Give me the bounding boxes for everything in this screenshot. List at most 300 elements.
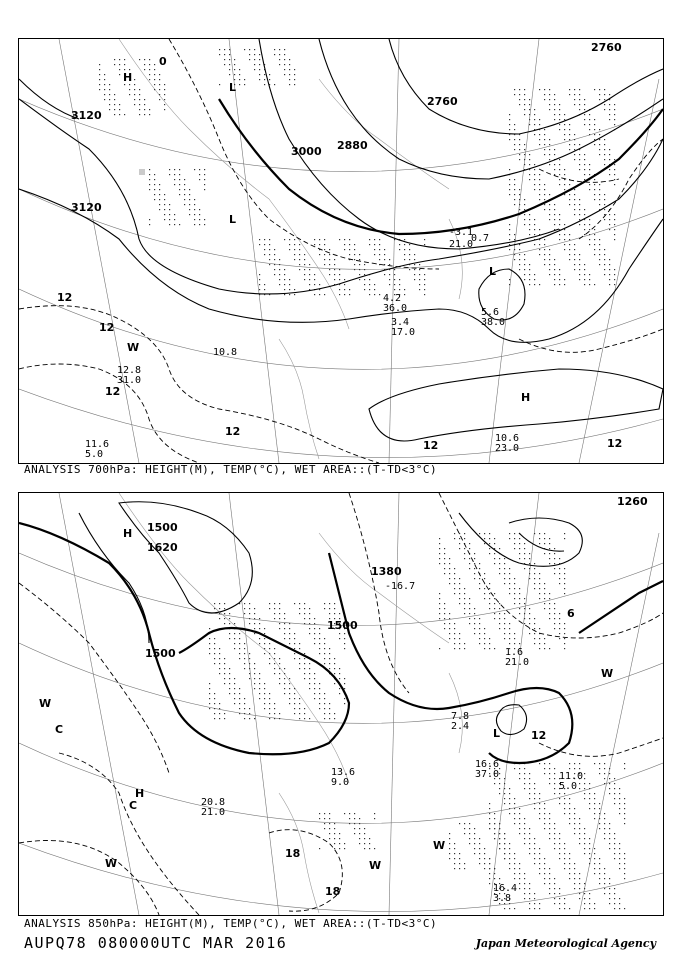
wet-area-dot [479,628,480,629]
wet-area-dot [449,573,450,574]
wet-area-dot [319,244,320,245]
wet-area-dot [544,593,545,594]
wet-area-dot [509,848,510,849]
wet-area-dot [324,608,325,609]
wet-area-dot [539,598,540,599]
station-value: -16.7 [385,581,416,592]
wet-area-dot [514,798,515,799]
wet-area-dot [299,663,300,664]
warm-center: W [39,697,52,710]
wet-area-dot [124,114,125,115]
wet-area-dot [564,249,565,250]
wet-area-dot [464,833,465,834]
wet-area-dot [544,583,545,584]
wet-area-dot [564,134,565,135]
wet-area-dot [519,259,520,260]
wet-area-dot [574,94,575,95]
wet-area-dot [544,608,545,609]
wet-area-dot [529,164,530,165]
wet-area-dot [604,99,605,100]
wet-area-dot [509,788,510,789]
wet-area-dot [214,698,215,699]
wet-area-dot [519,883,520,884]
wet-area-dot [264,643,265,644]
station-value: 11.6 [85,439,110,450]
wet-area-dot [319,703,320,704]
wet-area-dot [604,783,605,784]
wet-area-dot [549,618,550,619]
wet-area-dot [214,718,215,719]
wet-area-dot [304,623,305,624]
wet-area-dot [324,718,325,719]
wet-area-dot [579,279,580,280]
wet-area-dot [239,713,240,714]
wet-area-dot [444,608,445,609]
wet-area-dot [194,169,195,170]
wet-area-dot [209,708,210,709]
wet-area-dot [479,853,480,854]
wet-area-dot [584,169,585,170]
wet-area-dot [469,843,470,844]
wet-area-dot [254,683,255,684]
wet-area-dot [569,199,570,200]
wet-area-dot [259,688,260,689]
wet-area-dot [104,74,105,75]
wet-area-dot [264,688,265,689]
wet-area-dot [234,693,235,694]
wet-area-dot [284,49,285,50]
wet-area-dot [309,284,310,285]
wet-area-dot [239,648,240,649]
contour-label: 18 [285,847,301,860]
wet-area-dot [569,868,570,869]
wet-area-dot [474,828,475,829]
pressure-center-low: L [489,265,497,278]
wet-area-dot [244,603,245,604]
wet-area-dot [549,164,550,165]
wet-area-dot [509,593,510,594]
wet-area-dot [539,578,540,579]
wet-area-dot [199,224,200,225]
wet-area-dot [559,798,560,799]
wet-area-dot [484,648,485,649]
wet-area-dot [324,828,325,829]
wet-area-dot [359,818,360,819]
wet-area-dot [494,598,495,599]
wet-area-dot [454,538,455,539]
wet-area-dot [459,593,460,594]
wet-area-dot [389,279,390,280]
wet-area-dot [539,244,540,245]
wet-area-dot [264,79,265,80]
wet-area-dot [559,578,560,579]
wet-area-dot [519,558,520,559]
wet-area-dot [194,224,195,225]
wet-area-dot [149,169,150,170]
wet-area-dot [154,199,155,200]
wet-area-dot [299,254,300,255]
wet-area-dot [539,543,540,544]
wet-area-dot [604,154,605,155]
wet-area-dot [584,783,585,784]
wet-area-dot [554,563,555,564]
wet-area-dot [599,89,600,90]
wet-area-dot [534,863,535,864]
wet-area-dot [614,803,615,804]
wet-area-dot [509,129,510,130]
wet-area-dot [269,703,270,704]
wet-area-dot [404,249,405,250]
wet-area-dot [254,678,255,679]
wet-area-dot [604,149,605,150]
wet-area-dot [554,903,555,904]
wet-area-dot [514,823,515,824]
wet-area-dot [589,114,590,115]
wet-area-dot [559,219,560,220]
wet-area-dot [229,54,230,55]
wet-area-dot [534,623,535,624]
wet-area-dot [469,613,470,614]
wet-area-dot [504,788,505,789]
coastline-700 [119,39,462,459]
wet-area-dot [569,818,570,819]
wet-area-dot [154,184,155,185]
wet-area-dot [199,174,200,175]
contour-label: 12 [99,321,115,334]
wet-area-dot [464,648,465,649]
wet-area-dot [559,284,560,285]
wet-area-dot [284,623,285,624]
agency-credit: Japan Meteorological Agency [475,937,656,950]
wet-area-dot [584,284,585,285]
wet-area-dot [549,144,550,145]
wet-area-dot [469,623,470,624]
wet-area-dot [254,69,255,70]
wet-area-dot [339,274,340,275]
wet-area-dot [449,613,450,614]
wet-area-dot [334,683,335,684]
wet-area-dot [164,109,165,110]
wet-area-dot [104,84,105,85]
wet-area-dot [319,643,320,644]
wet-area-dot [604,274,605,275]
wet-area-dot [589,224,590,225]
wet-area-dot [419,289,420,290]
wet-area-dot [509,239,510,240]
wet-area-dot [234,648,235,649]
wet-area-dot [249,613,250,614]
wet-area-dot [224,608,225,609]
wet-area-dot [549,888,550,889]
wet-area-dot [224,618,225,619]
contour-label: 12 [225,425,241,438]
wet-area-dot [344,279,345,280]
wet-area-dot [529,903,530,904]
wet-area-dot [149,184,150,185]
wet-area-dot [534,638,535,639]
wet-area-dot [214,653,215,654]
wet-area-dot [574,254,575,255]
wet-area-dot [509,139,510,140]
contour-label: 0 [159,55,167,68]
wet-area-dot [274,703,275,704]
wet-area-dot [559,129,560,130]
wet-area-dot [274,653,275,654]
wet-area-dot [414,274,415,275]
wet-area-dot [359,823,360,824]
wet-area-dot [559,633,560,634]
wet-area-dot [279,274,280,275]
wet-area-dot [304,658,305,659]
wet-area-dot [344,843,345,844]
wet-area-dot [544,873,545,874]
wet-area-dot [499,783,500,784]
wet-area-dot [359,259,360,260]
wet-area-dot [519,813,520,814]
wet-area-dot [359,838,360,839]
wet-area-dot [529,608,530,609]
wet-area-dot [374,239,375,240]
wet-area-dot [559,803,560,804]
wet-area-dot [549,873,550,874]
wet-area-dot [584,224,585,225]
wet-area-dot [509,229,510,230]
wet-area-dot [609,843,610,844]
wet-area-dot [294,69,295,70]
wet-area-dot [489,548,490,549]
wet-area-dot [279,658,280,659]
wet-area-dot [239,79,240,80]
wet-area-dot [519,548,520,549]
wet-area-dot [549,613,550,614]
station-value: 7.8 [451,711,470,722]
wet-area-dot [554,783,555,784]
wet-area-dot [609,833,610,834]
wet-area-dot [379,254,380,255]
wet-area-dot [314,294,315,295]
wet-area-dot [549,194,550,195]
wet-area-dot [284,69,285,70]
wet-area-dot [579,873,580,874]
wet-area-dot [509,189,510,190]
wet-area-dot [259,79,260,80]
wet-area-dot [104,89,105,90]
wet-area-dot [554,164,555,165]
wet-area-dot [404,259,405,260]
wet-area-dot [239,703,240,704]
wet-area-dot [554,773,555,774]
wet-area-dot [579,843,580,844]
wet-area-dot [509,843,510,844]
wet-area-dot [559,119,560,120]
wet-area-dot [324,693,325,694]
wet-area-dot [599,873,600,874]
wet-area-dot [534,893,535,894]
wet-area-dot [589,229,590,230]
wet-area-dot [554,558,555,559]
wet-area-dot [364,828,365,829]
wet-area-dot [224,64,225,65]
wet-area-dot [99,79,100,80]
wet-area-dot [549,94,550,95]
wet-area-dot [554,833,555,834]
wet-area-dot [579,94,580,95]
wet-area-dot [474,578,475,579]
wet-area-dot [324,703,325,704]
wet-area-dot [499,558,500,559]
wet-area-dot [184,189,185,190]
wet-area-dot [309,269,310,270]
wet-area-dot [449,623,450,624]
wet-area-dot [424,284,425,285]
wet-area-dot [449,578,450,579]
wet-area-dot [294,648,295,649]
wet-area-dot [624,823,625,824]
wet-area-dot [574,868,575,869]
wet-area-dot [544,553,545,554]
wet-area-dot [354,833,355,834]
wet-area-dot [609,229,610,230]
wet-area-dot [529,633,530,634]
wet-area-dot [324,663,325,664]
wet-area-dot [524,149,525,150]
wet-area-dot [209,648,210,649]
wet-area-dot [334,833,335,834]
wet-area-dot [519,588,520,589]
wet-area-dot [524,269,525,270]
wet-area-dot [159,94,160,95]
wet-area-dot [549,254,550,255]
wet-area-dot [239,653,240,654]
wet-area-dot [329,713,330,714]
wet-area-dot [584,164,585,165]
wet-area-dot [384,249,385,250]
wet-area-dot [539,583,540,584]
wet-area-dot [589,174,590,175]
wet-area-dot [499,608,500,609]
wet-area-dot [374,289,375,290]
wet-area-dot [509,124,510,125]
wet-area-dot [544,199,545,200]
wet-area-dot [504,798,505,799]
warm-center: W [127,341,140,354]
wet-area-dot [524,568,525,569]
wet-area-dot [594,254,595,255]
wet-area-dot [314,618,315,619]
wet-area-dot [614,279,615,280]
wet-area-dot [509,633,510,634]
wet-area-dot [619,868,620,869]
wet-area-dot [484,868,485,869]
wet-area-dot [514,548,515,549]
wet-area-dot [334,828,335,829]
station-value: 4.2 [383,293,402,304]
wet-area-dot [324,813,325,814]
wet-area-dot [309,628,310,629]
wet-area-dot [464,863,465,864]
wet-area-dot [594,863,595,864]
wet-area-dot [444,603,445,604]
wet-area-dot [134,94,135,95]
wet-area-dot [514,189,515,190]
wet-area-dot [449,583,450,584]
wet-area-dot [244,79,245,80]
wet-area-dot [534,164,535,165]
wet-area-dot [479,563,480,564]
wet-area-dot [519,823,520,824]
wet-area-dot [594,848,595,849]
wet-area-dot [189,199,190,200]
wet-area-dot [619,808,620,809]
wet-area-dot [509,813,510,814]
wet-area-dot [334,668,335,669]
wet-area-dot [514,129,515,130]
wet-area-dot [594,798,595,799]
wet-area-dot [604,94,605,95]
wet-area-dot [609,274,610,275]
wet-area-dot [224,713,225,714]
wet-area-dot [604,139,605,140]
wet-area-dot [119,69,120,70]
contour-label: 12 [607,437,623,450]
wet-area-dot [304,259,305,260]
wet-area-dot [554,548,555,549]
wet-area-dot [309,718,310,719]
wet-area-dot [529,893,530,894]
wet-area-dot [614,893,615,894]
wet-area-dot [314,643,315,644]
wet-area-dot [514,858,515,859]
wet-area-dot [569,134,570,135]
wet-area-dot [499,838,500,839]
wet-area-dot [559,239,560,240]
wet-area-dot [339,668,340,669]
wet-area-dot [524,109,525,110]
wet-area-dot [589,284,590,285]
wet-area-dot [459,868,460,869]
wet-area-dot [509,853,510,854]
wet-area-dot [594,189,595,190]
wet-area-dot [534,169,535,170]
wet-area-dot [324,648,325,649]
wet-area-dot [559,903,560,904]
wet-area-dot [549,89,550,90]
contour-label: 2760 [591,41,622,54]
wet-area-dot [329,613,330,614]
wet-area-dot [524,274,525,275]
wet-area-dot [524,598,525,599]
wet-area-dot [294,74,295,75]
wet-area-dot [519,818,520,819]
wet-area-dot [524,828,525,829]
wet-area-dot [154,189,155,190]
wet-area-dot [139,89,140,90]
wet-area-dot [454,588,455,589]
wet-area-dot [179,224,180,225]
wet-area-dot [574,249,575,250]
wet-area-dot [364,269,365,270]
wet-area-dot [469,833,470,834]
wet-area-dot [269,698,270,699]
wet-area-dot [289,688,290,689]
wet-area-dot [309,279,310,280]
wet-area-dot [259,279,260,280]
wet-area-dot [254,59,255,60]
wet-area-dot [294,688,295,689]
wet-area-dot [439,598,440,599]
wet-area-dot [569,249,570,250]
wet-area-dot [349,289,350,290]
